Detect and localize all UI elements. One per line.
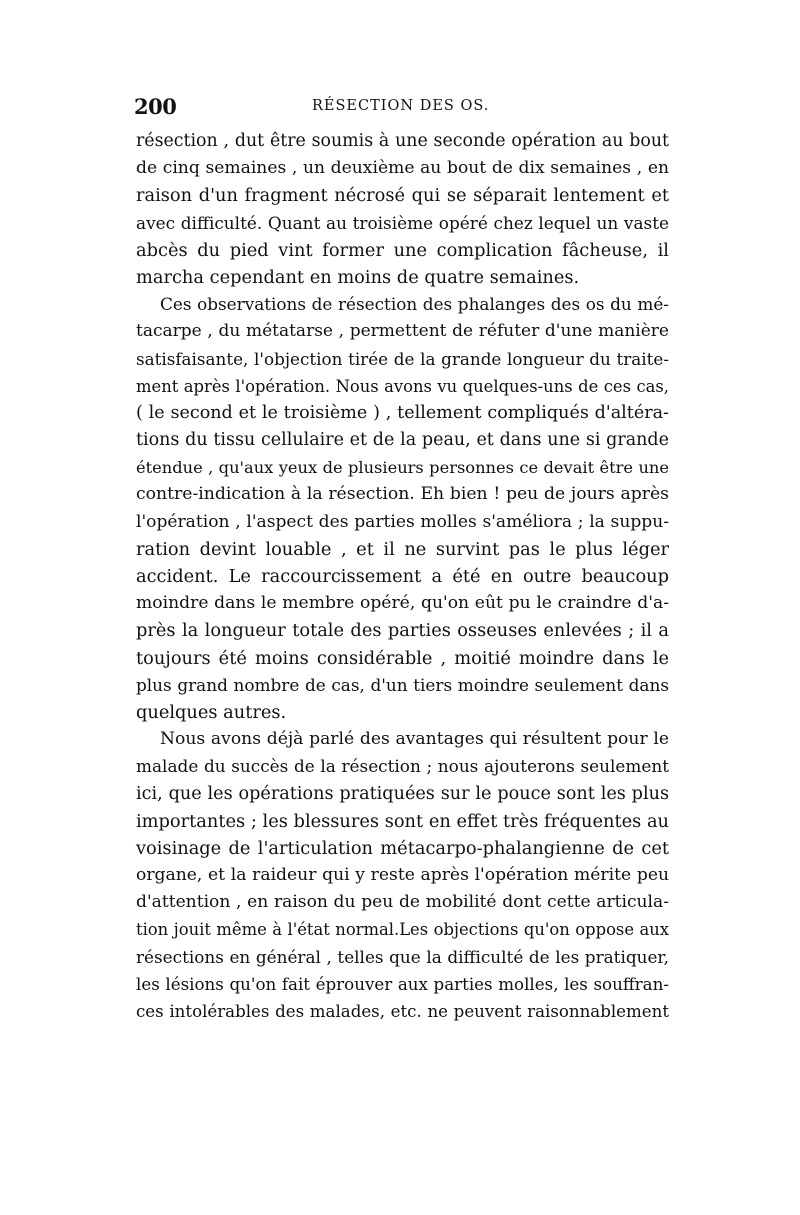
text-line: organe, et la raideur qui y reste après l'opération mérite peu [136, 865, 669, 886]
text-line: marcha cependant en moins de quatre semaines. [136, 266, 580, 288]
text-line: importantes ; les blessures sont en effet très fréquentes au [136, 810, 669, 832]
text-line: tion jouit même à l'état normal.Les objections qu'on oppose aux [136, 920, 669, 940]
text-line: ment après l'opération. Nous avons vu quelques-uns de ces cas, [136, 376, 669, 396]
text-line: ces intolérables des malades, etc. ne peuvent raisonnablement [136, 1002, 669, 1021]
text-line: Ces observations de résection des phalanges des os du mé- [160, 294, 669, 315]
page-number: 200 [134, 94, 177, 119]
text-line: raison d'un fragment nécrosé qui se séparait lentement et [136, 185, 669, 207]
text-line: l'opération , l'aspect des parties molles s'améliora ; la suppu- [136, 511, 669, 532]
text-line: tions du tissu cellulaire et de la peau, et dans une si grande [136, 430, 669, 451]
text-line: accident. Le raccourcissement a été en outre beaucoup [136, 566, 669, 587]
text-line: malade du succès de la résection ; nous ajouterons seulement [136, 756, 669, 777]
text-line: moindre dans le membre opéré, qu'on eût pu le craindre d'a- [136, 593, 669, 614]
text-line: étendue , qu'aux yeux de plusieurs personnes ce devait être une [136, 458, 669, 478]
text-line: tacarpe , du métatarse , permettent de réfuter d'une manière [136, 321, 669, 342]
body-text [136, 128, 669, 1025]
text-line: satisfaisante, l'objection tirée de la grande longueur du traite- [136, 348, 669, 369]
text-line: plus grand nombre de cas, d'un tiers moindre seulement dans [136, 674, 669, 695]
text-line: toujours été moins considérable , moitié moindre dans le [136, 647, 669, 669]
text-line: résections en général , telles que la difficulté de les pratiquer, [136, 946, 669, 967]
text-line: quelques autres. [136, 701, 287, 723]
text-line: les lésions qu'on fait éprouver aux parties molles, les souffran- [136, 973, 669, 994]
text-line: contre-indication à la résection. Eh bien ! peu de jours après [136, 484, 669, 505]
text-line: ration devint louable , et il ne survint pas le plus léger [136, 538, 669, 560]
text-line: avec difficulté. Quant au troisième opéré chez lequel un vaste [136, 212, 669, 233]
page-header [134, 94, 664, 124]
text-line: ici, que les opérations pratiquées sur le pouce sont les plus [136, 783, 669, 804]
text-line: de cinq semaines , un deuxième au bout de dix semaines , en [136, 158, 669, 179]
text-line: voisinage de l'articulation métacarpo-phalangienne de cet [136, 837, 669, 859]
text-line: d'attention , en raison du peu de mobilité dont cette articula- [136, 892, 669, 913]
running-head: RÉSECTION DES OS. [312, 98, 490, 114]
text-line: abcès du pied vint former une complication fâcheuse, il [136, 239, 669, 261]
text-line: résection , dut être soumis à une seconde opération au bout [136, 131, 669, 151]
text-line: près la longueur totale des parties osseuses enlevées ; il a [136, 620, 669, 642]
text-line: ( le second et le troisième ) , tellement compliqués d'altéra- [136, 402, 669, 423]
text-line: Nous avons déjà parlé des avantages qui résultent pour le [160, 729, 669, 750]
